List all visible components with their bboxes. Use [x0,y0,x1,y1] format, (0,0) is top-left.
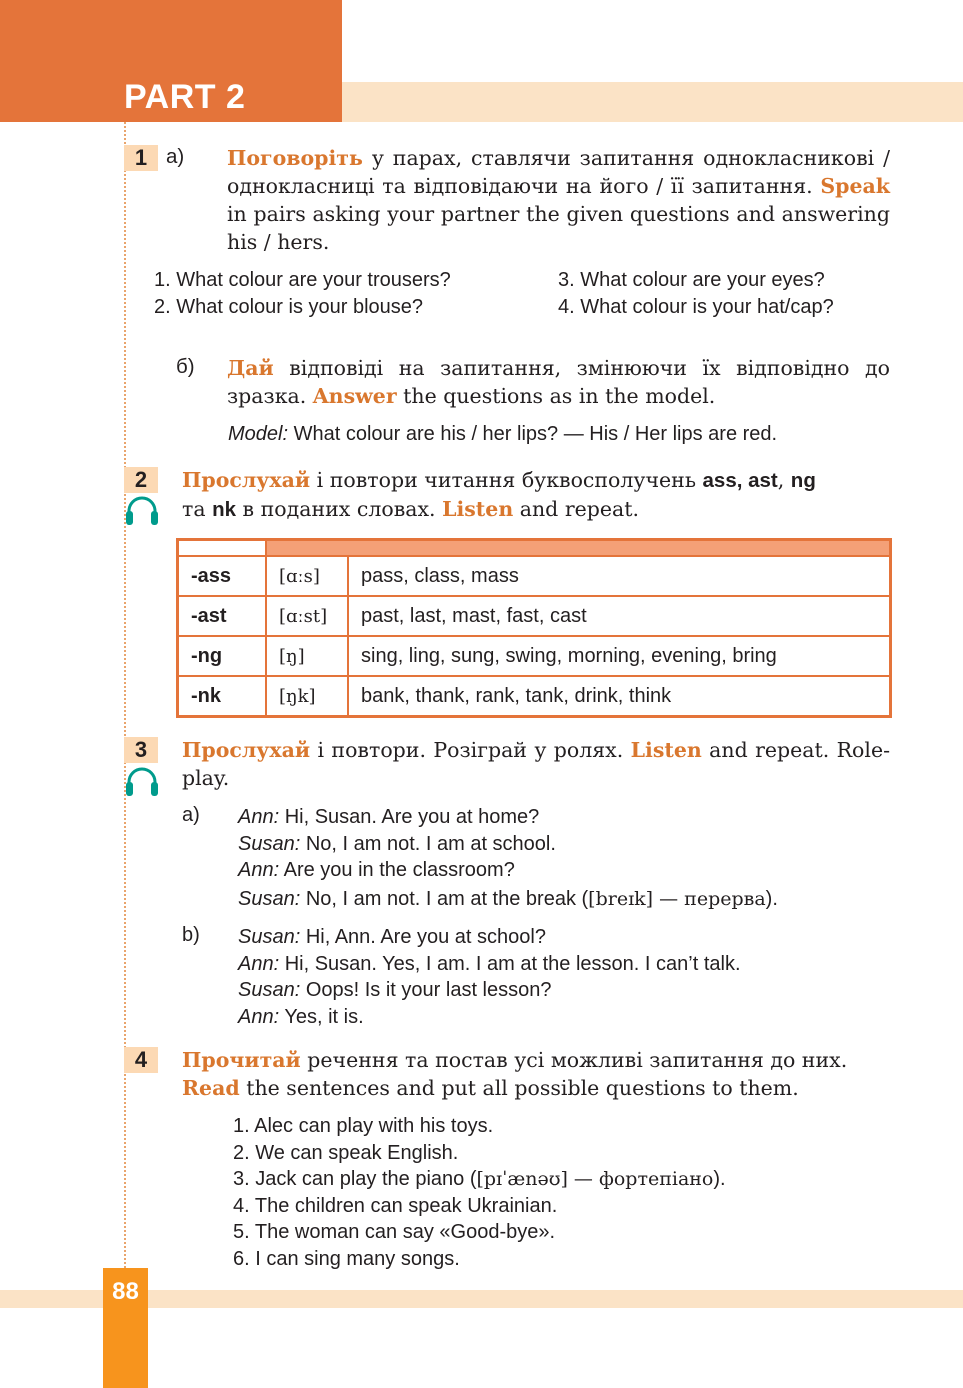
words-cell: past, last, mast, fast, cast [348,596,891,636]
transcription-note: [pɪˈænəʊ] — фортепіано [476,1168,714,1190]
line: Are you in the classroom? [279,859,515,881]
dialog-line [238,886,778,913]
sound-table [176,538,892,718]
ex4-sentences [233,1113,726,1272]
ex1-b-highlight-uk: Дай [227,356,274,380]
list-item: 4. What colour is your hat/cap? [558,295,834,318]
ex2-text-uk2: та [182,497,213,521]
page-title: PART 2 [124,78,246,116]
page-number: 88 [112,1278,139,1305]
headphones-icon [125,767,159,797]
ex1-model [228,423,777,446]
exercise-2-number: 2 [124,467,158,493]
ex1-a-text-uk: у парах, ставлячи запитання однокласникові /однокласниці та відповідаючи на його / її запитання. [227,146,890,198]
ex2-comma: , [777,468,791,492]
ex2-bold3: nk [212,498,237,521]
dialog-line [238,977,741,1004]
ex1-a-highlight-uk: Поговоріть [227,146,363,170]
transcription-cell: [ŋk] [266,676,348,717]
speaker: Ann: [238,859,280,881]
ex3-text-uk: і повтори. Розіграй у ролях. [310,738,631,762]
ex1-b-label: б) [176,355,195,378]
dialog-line [238,857,778,884]
transcription-cell: [ŋ] [266,636,348,676]
list-item: 2. What colour is your blouse? [154,295,424,318]
ending-cell: -ng [178,636,267,676]
ex2-text-uk1: і повтори читання буквосполучень [310,468,703,492]
margin-dotted-line [124,122,126,1272]
list-item: 3. What colour are your eyes? [558,269,825,291]
ex1-a-instruction [227,144,890,256]
model-label: Model: [228,423,289,445]
ex1-questions-col2 [558,267,834,320]
transcription-cell: [ɑːst] [266,596,348,636]
line-end: ). [765,887,778,910]
line: Hi, Susan. Yes, I am. I am at the lesson. I can’t talk. [279,952,741,975]
speaker: Susan: [238,887,301,910]
ex1-b-text-uk: відповіді на запитання, змінюючи їх відповідно до зразка. [227,356,890,408]
ex2-highlight-en: Listen [442,497,514,521]
ex3-text-en: and repeat. Role-play. [182,738,891,790]
header-stripe [342,82,963,122]
line: Oops! Is it your last lesson? [300,979,552,1001]
dialog-a [238,804,778,912]
ending-cell: -nk [178,676,267,717]
speaker: Susan: [238,979,301,1001]
ex1-b-text-en: the questions as in the model. [396,384,716,408]
table-header-cell [266,540,891,557]
ex1-a-label: а) [166,145,185,168]
list-item: 1. Alec can play with his toys. [233,1115,494,1137]
list-item: 1. What colour are your trousers? [154,269,451,291]
speaker: Ann: [238,1005,280,1028]
table-row [178,596,891,636]
ex2-highlight-uk: Прослухай [182,468,311,492]
list-item [233,1166,726,1193]
list-item: 6. I can sing many songs. [233,1247,460,1270]
ex4-instruction [182,1046,890,1102]
ending-cell: -ast [178,596,267,636]
ex4-highlight-uk: Прочитай [182,1048,301,1072]
transcription-cell: [ɑːs] [266,556,348,596]
ex1-a-text-en: in pairs asking your partner the given questions and answering his / hers. [227,202,890,254]
headphones-icon [125,496,159,526]
table-row [178,556,891,596]
ex2-text-en: and repeat. [513,497,639,521]
line: Yes, it is. [279,1005,364,1028]
sentence-text: 3. Jack can play the piano ( [233,1168,477,1190]
ex1-questions-col1 [154,267,451,320]
dialog-line [238,1004,741,1031]
table-row [178,676,891,717]
ex1-a-highlight-en: Speak [820,174,890,198]
dialog-line [238,831,778,858]
ending-cell: -ass [178,556,267,596]
dialog-b [238,924,741,1030]
table-header-row [178,540,891,557]
words-cell: pass, class, mass [348,556,891,596]
table-header-cell [178,540,267,557]
model-text: What colour are his / her lips? — His / Her lips are red. [288,423,778,445]
ex3-highlight-en: Listen [630,738,702,762]
speaker: Ann: [238,806,280,828]
list-item: 5. The woman can say «Good-bye». [233,1221,556,1243]
speaker: Susan: [238,926,301,948]
ex3-b-label: b) [182,924,200,946]
ex2-bold1: ass, ast [702,469,778,492]
ex4-highlight-en: Read [182,1076,240,1100]
ex3-a-label: a) [182,804,200,826]
exercise-4-number: 4 [124,1047,158,1073]
dialog-line [238,804,778,831]
ex1-b-instruction [227,354,890,410]
transcription-note: [breɪk] — перерва [588,887,766,910]
ex3-highlight-uk: Прослухай [182,738,311,762]
line: Hi, Susan. Are you at home? [279,806,540,828]
line: Hi, Ann. Are you at school? [300,926,546,948]
line: No, I am not. I am at school. [300,832,556,855]
list-item: 4. The children can speak Ukrainian. [233,1194,558,1217]
ex2-text-uk3: в поданих словах. [236,497,443,521]
table-row [178,636,891,676]
ex3-instruction [182,736,890,792]
words-cell: bank, thank, rank, tank, drink, think [348,676,891,717]
ex2-instruction [182,466,890,524]
ex4-text-en: the sentences and put all possible questions to them. [239,1076,799,1100]
words-cell: sing, ling, sung, swing, morning, evening, bring [348,636,891,676]
ex1-b-highlight-en: Answer [312,384,397,408]
exercise-3-number: 3 [124,737,158,763]
line-end: ). [713,1168,726,1190]
speaker: Ann: [238,952,280,975]
exercise-1-number: 1 [124,145,158,171]
list-item: 2. We can speak English. [233,1141,459,1164]
dialog-line [238,951,741,978]
ex2-bold2: ng [790,469,816,492]
dialog-line [238,924,741,951]
ex4-text-uk: речення та постав усі можливі запитання до них. [300,1048,848,1072]
line: No, I am not. I am at the break ( [300,887,589,910]
speaker: Susan: [238,832,301,855]
